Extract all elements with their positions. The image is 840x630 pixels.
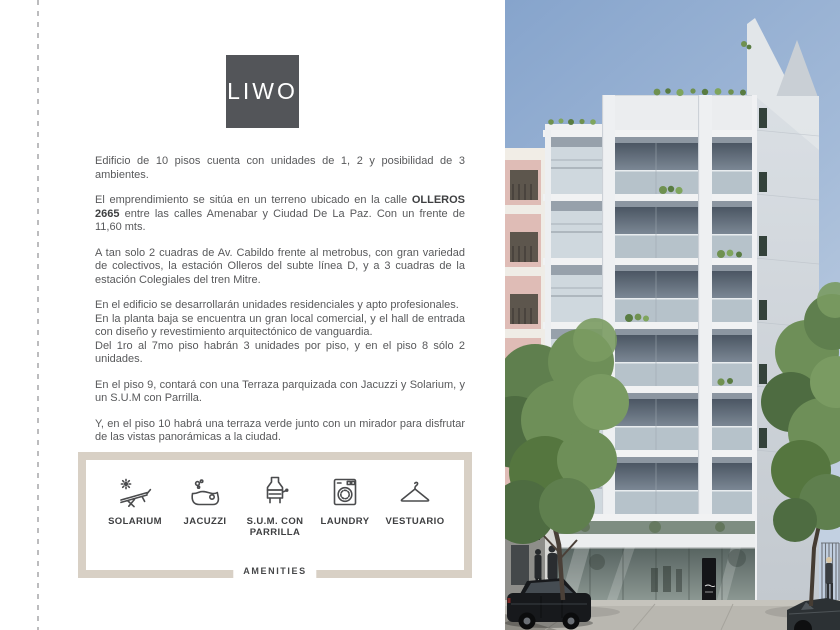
paragraph-ubicacion-start: El emprendimiento se sitúa en un terreno ubicado en la calle [95,194,412,206]
amenity-label-vestuario: VESTUARIO [385,516,445,527]
building-render-photo [505,0,840,630]
amenity-laundry [310,475,380,538]
address-olleros: OLLEROS 2665 [95,194,465,220]
sun-lounger-icon [118,475,152,509]
amenity-jacuzzi [170,475,240,538]
paragraph-unidades-2: En la planta baja se encuentra un gran local comercial, y el hall de entrada con diseño y revestimiento arquitectónico de vanguardia. [95,312,465,338]
amenity-label-laundry: LAUNDRY [320,516,370,527]
amenities-title: AMENITIES [243,566,307,576]
amenities-row [86,460,464,538]
amenities-box [78,452,472,578]
paragraph-piso10: Y, en el piso 10 habrá una terraza verde junto con un mirador para disfrutar de las vistas panorámicas a la ciudad. [95,417,465,443]
amenity-label-sum-parrilla: S.U.M. CON PARRILLA [246,516,304,538]
paragraph-ambientes: Edificio de 10 pisos cuenta con unidades de 1, 2 y posibilidad de 3 ambientes. [95,155,465,181]
paragraph-transporte: A tan solo 2 cuadras de Av. Cabildo frente al metrobus, con gran variedad de colectivos, la estación Olleros del subte línea D, y a 3 cuadras de la estación Colegiales del tren Mitre. [95,246,465,286]
jacuzzi-icon [188,475,222,509]
amenity-label-sum-parrilla-alt: JACUZZI [183,516,227,527]
paragraph-piso9: En el piso 9, contará con una Terraza parquizada con Jacuzzi y Solarium, y un S.U.M con Parrilla. [95,378,465,404]
paragraph-unidades-3: Del 1ro al 7mo piso habrán 3 unidades por piso, y en el piso 8 sólo 2 unidades. [95,339,465,365]
paragraph-unidades-1: En el edificio se desarrollarán unidades residenciales y apto profesionales. [95,299,459,311]
amenity-vestuario [380,475,450,538]
amenity-label-solarium: SOLARIUM [108,516,162,527]
paragraph-ubicacion [95,194,465,235]
hanger-icon [398,475,432,509]
logo-text: LIWO [227,78,298,104]
paragraph-ubicacion-end: entre las calles Amenabar y Ciudad De La Paz. Con un frente de 11,60 mts. [95,207,465,233]
amenities-title-tab [233,566,316,578]
amenity-sum-parrilla [240,475,310,538]
grill-icon [258,475,292,509]
liwo-logo [226,55,299,128]
amenity-solarium [100,475,170,538]
washing-machine-icon [328,475,362,509]
description-text [95,155,465,457]
perforation-dashed-line [37,0,39,630]
entrance-sign [702,558,716,604]
